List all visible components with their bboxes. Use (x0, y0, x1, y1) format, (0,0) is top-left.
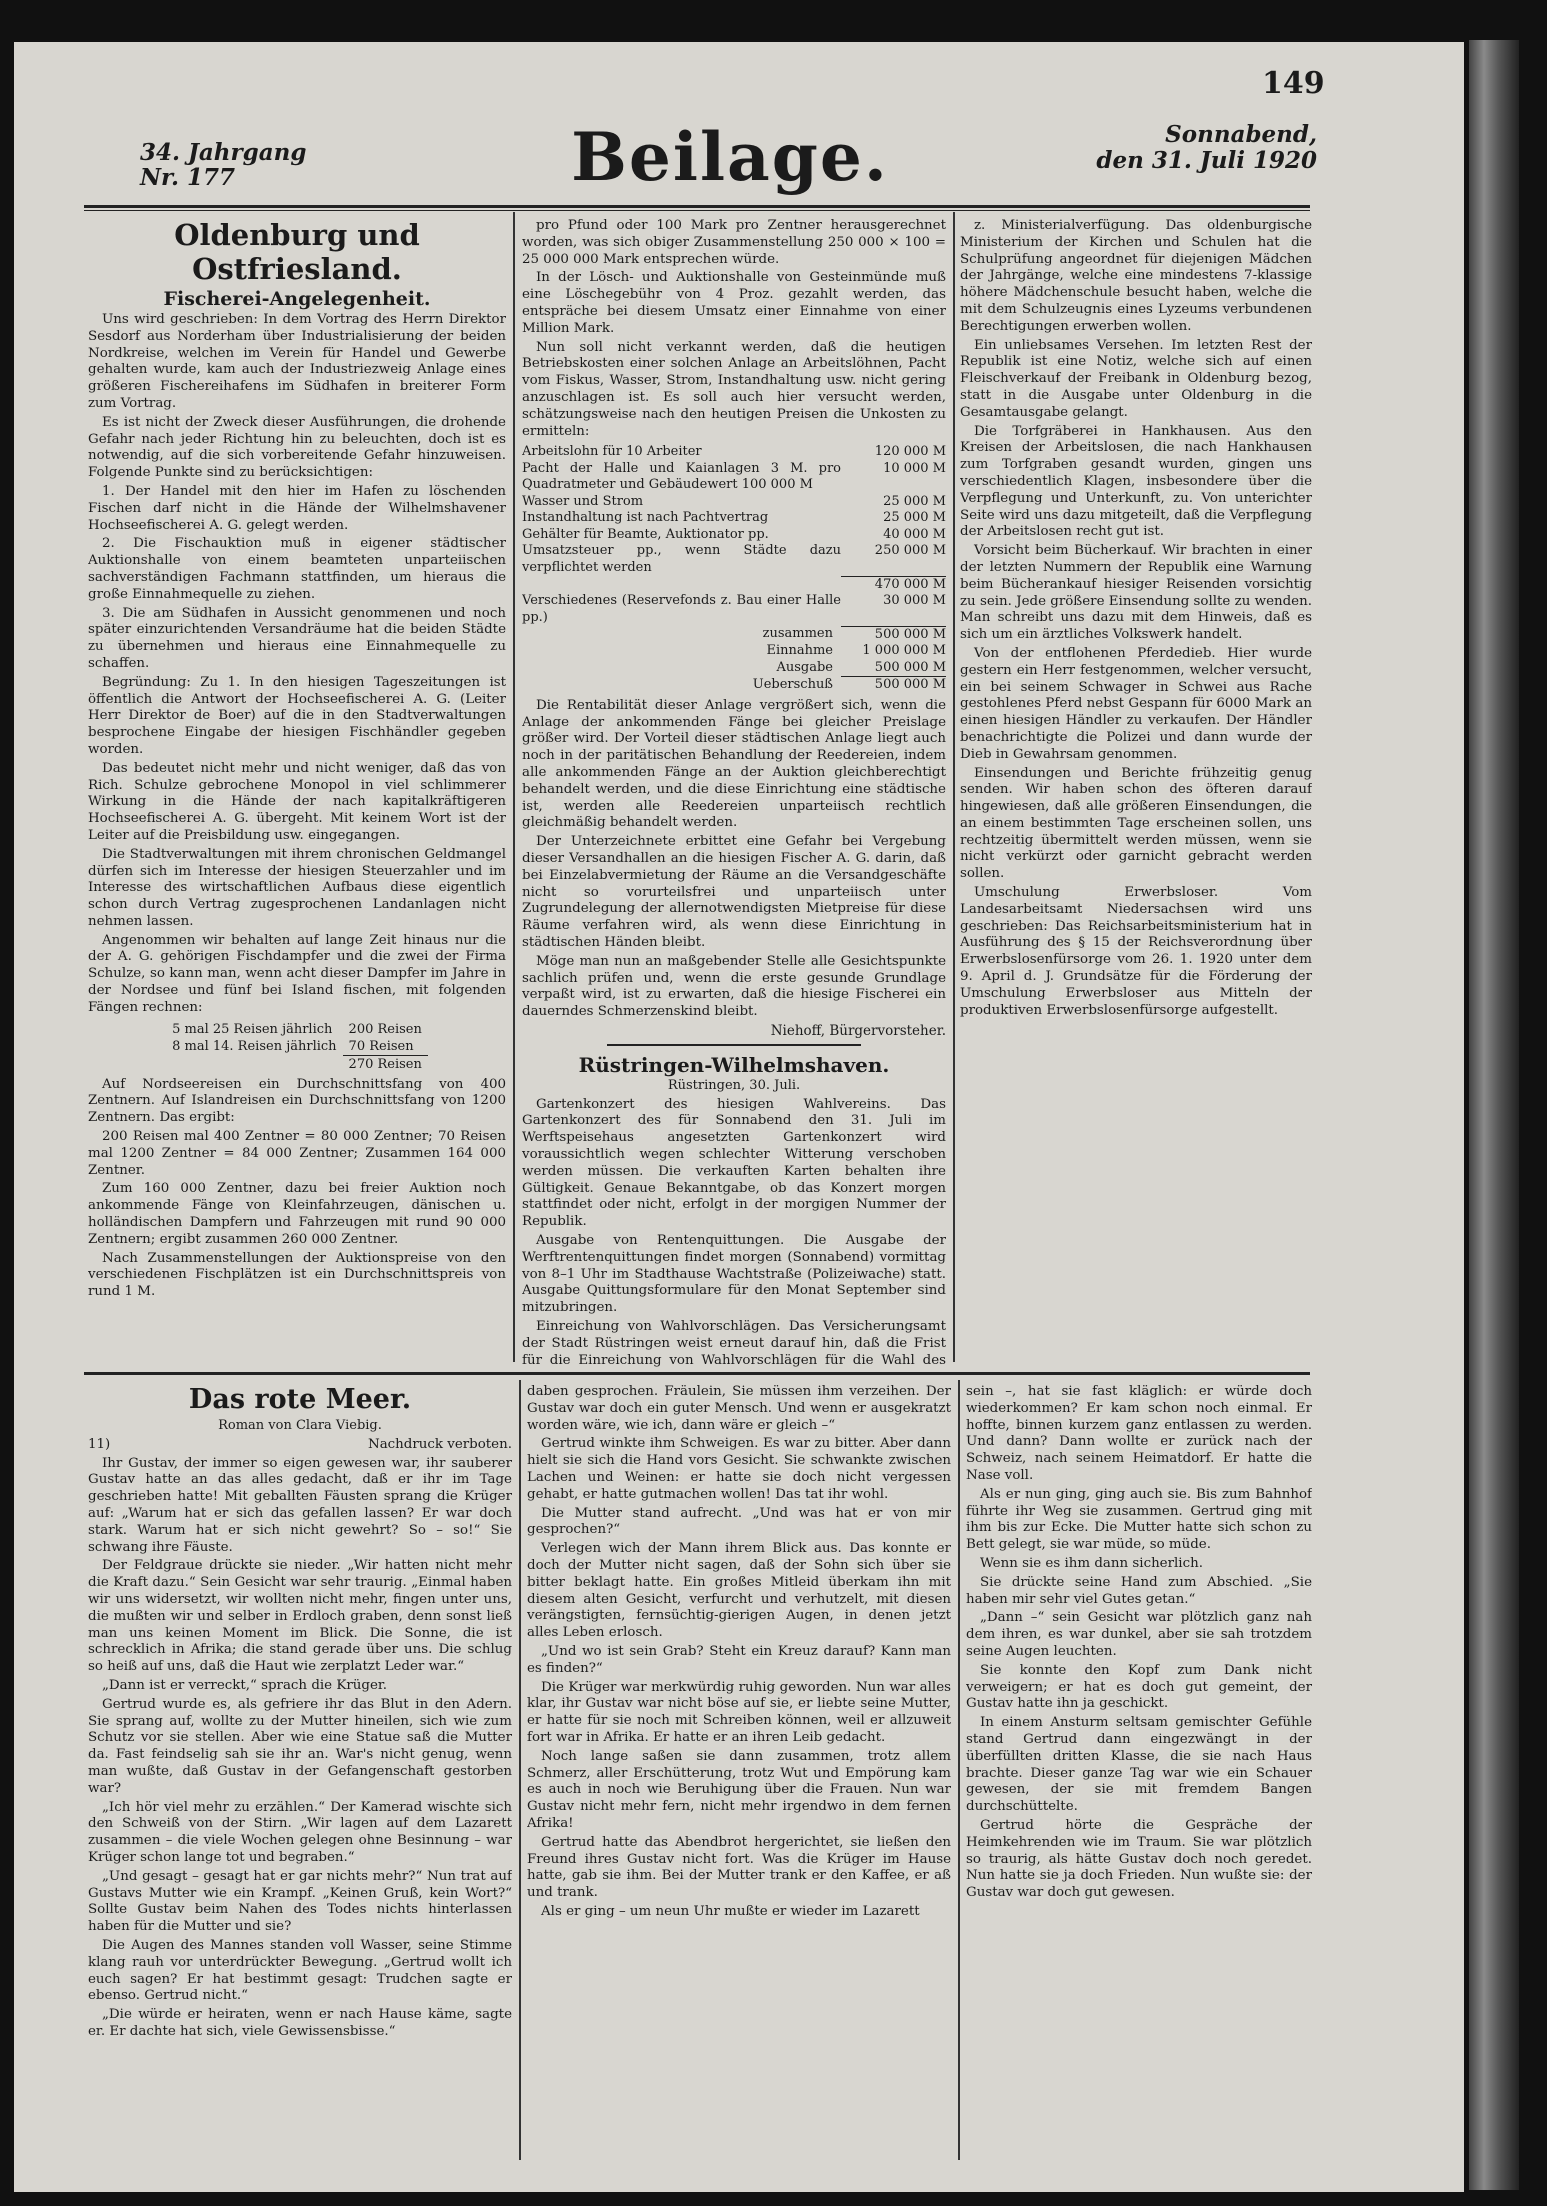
serial-column-2 (527, 1384, 951, 2154)
table-cell: 500 000 M (841, 677, 946, 694)
column-divider (958, 1380, 960, 2160)
table-row (522, 626, 946, 643)
column-divider (953, 212, 955, 1362)
section-subheading: Fischerei-Angelegenheit. (163, 288, 431, 310)
paragraph: „Und gesagt – gesagt hat er gar nichts mehr?“ Nun trat auf Gustavs Mutter wie ein Krampf. „Keinen Gruß, kein Wort?“ Sollte Gustav beim Nahen des Todes nichts hinterlassen haben für die Mutter und sie? (88, 1868, 512, 1935)
paragraph: Zum 160 000 Zentner, dazu bei freier Auktion noch ankommende Fänge von Kleinfahrzeugen, dänischen u. holländischen Dampfern und Fahrzeugen mit rund 90 000 Zentnern; ergibt zusammen 260 000 Zentner. (88, 1181, 506, 1247)
column-divider (513, 212, 515, 1362)
paragraph: Verlegen wich der Mann ihrem Blick aus. Das konnte er doch der Mutter nicht sagen, daß der Sohn sich über sie bitter beklagt hatte. Ein großes Mitleid überkam ihn mit diesem alten Gesicht, verfurcht und verhutzelt, mit diesen verängstigten, fernsüchtig-gierigen Augen, in denen jetzt alles Leben erlosch. (527, 1541, 951, 1641)
paragraph: Nach Zusammenstellungen der Auktionspreise von den verschiedenen Fischplätzen ist ein Durchschnittspreis von rund 1 M. (88, 1250, 506, 1300)
table-row (166, 1021, 428, 1038)
paragraph: Die Augen des Mannes standen voll Wasser, seine Stimme klang rauh vor unterdrückter Bewegung. „Gertrud wollt ich euch sagen? Er hat bestimmt gesagt: Trudchen sagte er ebenso. Gertrud nicht.“ (88, 1937, 512, 2004)
issue-date (1096, 122, 1317, 174)
paragraph: 2. Die Fischauktion muß in eigener städtischer Auktionshalle von einem beamteten unparteiischen sachverständigen Fachmann stattfinden, um hieraus die große Einnahmequelle zu ziehen. (88, 536, 506, 602)
paragraph: Gertrud hatte das Abendbrot hergerichtet, sie ließen den Freund ihres Gustav nicht fort. Was die Krüger im Hause hatte, gab sie ihm. Bei der Mutter trank er den Kaffee, er aß und trank. (527, 1834, 951, 1901)
table-cell: Ueberschuß (752, 676, 833, 692)
table-cell: 200 Reisen (348, 1021, 422, 1037)
paragraph: z. Ministerialverfügung. Das oldenburgische Ministerium der Kirchen und Schulen hat die Schulprüfung angeordnet für diejenigen Mädchen der Jahrgänge, welche eine mindestens 7-klassige höhere Mädchenschule besucht haben, welche die mit dem Schulzeugnis eines Lyzeums verbundenen Berechtigungen erwerben wollen. (960, 218, 1312, 334)
book-edge (1469, 40, 1519, 2190)
paragraph: Es ist nicht der Zweck dieser Ausführungen, die drohende Gefahr nach jeder Richtung hin zu beleuchten, doch ist es notwendig, auf die sich vorbereitende Gefahr hinzuweisen. Folgende Punkte sind zu berücksichtigen: (88, 414, 506, 481)
paragraph: In der Lösch- und Auktionshalle von Gesteinmünde muß eine Löschegebühr von 4 Proz. gezahlt werden, das entspräche bei diesem Umsatz einer Einnahme von einer Million Mark. (522, 270, 946, 336)
table-cell: 30 000 M (883, 593, 946, 609)
issue-line: Nr. 177 (140, 164, 236, 191)
table-cell: Gehälter für Beamte, Auktionator pp. (522, 526, 769, 542)
paragraph: Gertrud wurde es, als gefriere ihr das Blut in den Adern. Sie sprang auf, wollte zu der Mutter hineilen, sich wie zum Schutz vor sie stellen. Aber wie eine Statue saß die Mutter da. Fast feindselig sah sie ihr an. War's nicht genug, wenn man wußte, daß Gustav in der Gefangenschaft gestorben war? (88, 1696, 512, 1796)
paragraph: Von der entflohenen Pferdedieb. Hier wurde gestern ein Herr festgenommen, welcher versucht, ein bei seinem Schwager in Schwei aus Rache gestohlenes Pferd nebst Gespann für 6000 Mark an einen hiesigen Händler zu verkaufen. Der Händler benachrichtigte die Polizei und dann wurde der Dieb in Gewahrsam genommen. (960, 645, 1312, 762)
paragraph: 1. Der Handel mit den hier im Hafen zu löschenden Fischen darf nicht in die Hände der Wilhelmshavener Hochseefischerei A. G. gelegt werden. (88, 483, 506, 533)
serial-column-3 (966, 1384, 1312, 2154)
table-row (522, 444, 946, 461)
dateline: Rüstringen, 30. Juli. (667, 1077, 801, 1093)
paragraph: Gertrud hörte die Gespräche der Heimkehrenden wie im Traum. Sie war plötzlich so traurig, als hätte Gustav doch noch geredet. Nun hatte sie ja doch Frieden. Nun wußte sie: der Gustav war doch gut gewesen. (966, 1817, 1312, 1901)
table-cell: 470 000 M (841, 576, 946, 593)
paragraph: „Und wo ist sein Grab? Steht ein Kreuz darauf? Kann man es finden?“ (527, 1643, 951, 1676)
paragraph: pro Pfund oder 100 Mark pro Zentner herausgerechnet worden, was sich obiger Zusammenstellung 250 000 × 100 = 25 000 000 Mark entsprechen würde. (522, 218, 946, 267)
paragraph: „Dann ist er verreckt,“ sprach die Krüger. (102, 1677, 388, 1693)
year-line: 34. Jahrgang (140, 139, 307, 166)
paragraph: Ein unliebsames Versehen. Im letzten Rest der Republik ist eine Notiz, welche sich auf einen Fleischverkauf der Freibank in Oldenburg bezog, statt in die Ausgabe unter Oldenburg in die Gesamtausgabe gelangt. (960, 337, 1312, 420)
table-row (522, 527, 946, 544)
table-cell: 5 mal 25 Reisen jährlich (172, 1021, 333, 1037)
paragraph: Die Mutter stand aufrecht. „Und was hat er von mir gesprochen?“ (527, 1505, 951, 1538)
paragraph: 200 Reisen mal 400 Zentner = 80 000 Zentner; 70 Reisen mal 1200 Zentner = 84 000 Zentner; Zusammen 164 000 Zentner. (88, 1129, 506, 1178)
paragraph: Gertrud winkte ihm Schweigen. Es war zu bitter. Aber dann hielt sie sich die Hand vors Gesicht. Sie schwankte zwischen Lachen und Weinen: er hatte sie doch nicht vergessen gehabt, er hatte gutmachen wollen! Das tat ihr wohl. (527, 1436, 951, 1502)
paragraph: Die Rentabilität dieser Anlage vergrößert sich, wenn die Anlage der ankommenden Fänge bei gleicher Preislage größer wird. Der Vorteil dieser städtischen Anlage liegt auch noch in der paritätischen Behandlung der Reedereien, indem alle ankommenden Fänge an der Auktion gleichberechtigt behandelt werden, und die diese Einrichtung eine städtische ist, werden alle Reedereien unparteiisch rechtlich gleichmäßig behandelt werden. (522, 697, 946, 831)
paragraph: Die Torfgräberei in Hankhausen. Aus den Kreisen der Arbeitslosen, die nach Hankhausen zum Torfgraben gesandt wurden, gingen uns verschiedentlich Klagen, insbesondere über die Verpflegung und Unterkunft, zu. Von unterichter Seite wird uns dazu mitgeteilt, daß die Verpflegung der Arbeitslosen recht gut ist. (960, 423, 1312, 540)
paragraph: Als er ging – um neun Uhr mußte er wieder im Lazarett (541, 1903, 920, 1919)
table-cell: Arbeitslohn für 10 Arbeiter (522, 444, 702, 460)
table-row (522, 593, 946, 626)
serial-title: Das rote Meer. (188, 1384, 412, 1415)
serial-number: 11) (88, 1436, 111, 1452)
table-row (166, 1038, 428, 1056)
table-cell: 25 000 M (883, 510, 946, 526)
section-heading: Oldenburg und Ostfriesland. (174, 218, 420, 286)
paragraph: „Ich hör viel mehr zu erzählen.“ Der Kamerad wischte sich den Schweiß von der Stirn. „Wir lagen auf dem Lazarett zusammen – die viele Wochen gelegen ohne Besinnung – war Krüger schon lange tot und begraben.“ (88, 1799, 512, 1865)
table-cell: 270 Reisen (348, 1056, 422, 1072)
paragraph: Der Feldgraue drückte sie nieder. „Wir hatten nicht mehr die Kraft dazu.“ Sein Gesicht war sehr traurig. „Einmal haben wir uns widersetzt, wir wollten nicht mehr, fingen unter uns, die mußten wir und selber in Erdloch graben, denn sonst ließ man uns keinen Moment im Blick. Die Sonne, die ist schrecklich in Afrika; die stand gerade über uns. Die schlug so heiß auf uns, daß die Haut wie zerplatzt Leder war.“ (88, 1558, 512, 1675)
date-line: den 31. Juli 1920 (1096, 147, 1317, 174)
table-cell: 120 000 M (874, 444, 946, 460)
table-cell: 1 000 000 M (862, 643, 946, 659)
paragraph: Die Stadtverwaltungen mit ihrem chronischen Geldmangel dürfen sich im Interesse der hiesigen Steuerzahler und im Interesse des wirtschaftlichen Aufbaus diese eigentlich schon durch Vertrag zugesprochenen Landanlagen nicht nehmen lassen. (88, 846, 506, 929)
table-cell: Ausgabe (776, 659, 833, 675)
paragraph: Nun soll nicht verkannt werden, daß die heutigen Betriebskosten einer solchen Anlage an Arbeitslöhnen, Pacht vom Fiskus, Wasser, Strom, Instandhaltung usw. nicht gering anzuschlagen ist. Es soll auch hier versucht werden, schätzungsweise nach den heutigen Preisen die Unkosten zu ermitteln: (522, 339, 946, 439)
paragraph: Wenn sie es ihm dann sicherlich. (980, 1555, 1203, 1571)
reprint-notice: Nachdruck verboten. (367, 1436, 512, 1452)
page-number: 149 (1262, 66, 1325, 101)
table-cell (166, 1055, 342, 1073)
table-cell: Umsatzsteuer pp., wenn Städte dazu verpflichtet werden (522, 543, 841, 575)
table-cell: 10 000 M (883, 460, 946, 476)
masthead-title: Beilage. (571, 118, 889, 196)
paragraph: Vorsicht beim Bücherkauf. Wir brachten in einer der letzten Nummern der Republik eine Warnung beim Bücherankauf hiesiger Reisenden vorsichtig zu sein. Jede größere Einsendung sollte zu wenden. Man schreibt uns dazu mit dem Hinweis, daß es sich um ein ärztliches Volkswerk handelt. (960, 543, 1312, 643)
paragraph: Als er nun ging, ging auch sie. Bis zum Bahnhof führte ihr Weg sie zusammen. Gertrud ging mit ihm bis zur Ecke. Die Mutter hatte sich schon zu Bett gelegt, sie war müde, so müde. (966, 1486, 1312, 1553)
feuilleton-rule (84, 1372, 1310, 1375)
table-cell: Pacht der Halle und Kaianlagen 3 M. pro Quadratmeter und Gebäudewert 100 000 M (522, 460, 841, 493)
paragraph: „Die würde er heiraten, wenn er nach Hause käme, sagte er. Er dachte hat sich, viele Gewissensbisse.“ (88, 2007, 512, 2039)
cost-table (522, 444, 946, 694)
paragraph: Einreichung von Wahlvorschlägen. Das Versicherungsamt der Stadt Rüstringen weist erneut darauf hin, daß die Frist für die Einreichung von Wahlvorschlägen für die Wahl des (522, 1318, 946, 1368)
paragraph: Das bedeutet nicht mehr und nicht weniger, daß das von Rich. Schulze gebrochene Monopol in viel schlimmerer Wirkung in die Hände der nach kapitalkräftigeren Hochseefischerei A. G. übergeht. Mit keinem Wort ist der Leiter auf die Preisbildung usw. eingegangen. (88, 760, 506, 843)
table-cell: Instandhaltung ist nach Pachtvertrag (522, 510, 769, 526)
paragraph: 3. Die am Südhafen in Aussicht genommenen und noch später einzurichtenden Versandräume hat die beiden Städte zu übernehmen und hieraus eine Einnahmequelle zu schaffen. (88, 605, 506, 671)
table-row (166, 1055, 428, 1073)
header-rule-thin (84, 210, 1310, 211)
table-cell: 500 000 M (874, 659, 946, 675)
table-row (522, 543, 946, 576)
table-cell: 500 000 M (841, 626, 946, 643)
weekday: Sonnabend, (1165, 121, 1317, 148)
paragraph: In einem Ansturm seltsam gemischter Gefühle stand Gertrud dann eingezwängt in der überfüllten dritten Klasse, die sie nach Haus brachte. Dieser ganze Tag war wie ein Schauer gewesen, der sie mit fremdem Bangen durchschüttelte. (966, 1715, 1312, 1815)
table-row (522, 510, 946, 527)
paragraph: Der Unterzeichnete erbittet eine Gefahr bei Vergebung dieser Versandhallen an die hiesigen Fischer A. G. darin, daß bei Einzelabvermietung der Räume an die Versandgeschäfte nicht so vorurteilsfrei und unparteiisch unter Zugrundelegung der allernotwendigsten Mietpreise für diese Räume verfahren wird, als wenn diese Einrichtung in städtischen Händen bleibt. (522, 834, 946, 951)
paragraph: Umschulung Erwerbsloser. Vom Landesarbeitsamt Niedersachsen wird uns geschrieben: Das Reichsarbeitsministerium hat in Ausführung des § 15 der Reichsverordnung über Erwerbslosenfürsorge vom 26. 1. 1920 unter dem 9. April d. J. Grundsätze für die Förderung der Umschulung Erwerbsloser aus Mitteln der produktiven Erwerbslosenfürsorge aufgestellt. (960, 885, 1312, 1018)
section-divider (607, 1044, 861, 1046)
table-cell: 40 000 M (883, 526, 946, 542)
paragraph: Sie konnte den Kopf zum Dank nicht verweigern; er hat es doch gut gemeint, der Gustav hatte ihn ja geschickt. (966, 1662, 1312, 1712)
paragraph: Ihr Gustav, der immer so eigen gewesen war, ihr sauberer Gustav hatte an das alles gedacht, daß er ihr im Tage geschrieben hatte! Mit geballten Fäusten sprang die Krüger auf: „Warum hat er sich das gefallen lassen? Er war doch stark. Warum hat er sich nicht gewehrt? So – so!“ Sie schwang ihre Fäuste. (88, 1455, 512, 1555)
table-row (522, 677, 946, 694)
paragraph: sein –, hat sie fast kläglich: er würde doch wiederkommen? Er kam schon noch einmal. Er hoffte, binnen kurzem ganz entlassen zu werden. Und dann? Dann wollte er zurück nach der Schweiz, nach seinem Heimatdorf. Er hatte die Nase voll. (966, 1384, 1312, 1483)
section-heading: Rüstringen-Wilhelmshaven. (578, 1052, 890, 1077)
table-cell (522, 576, 841, 593)
table-row (522, 494, 946, 511)
table-cell: 70 Reisen (343, 1038, 428, 1056)
table-cell: zusammen (762, 626, 833, 642)
paragraph: Ausgabe von Rentenquittungen. Die Ausgabe der Werftrentenquittungen findet morgen (Sonnabend) vormittag von 8–1 Uhr im Stadthause Wachtstraße (Polizeiwache) statt. Ausgabe Quittungsformulare für den Monat September sind mitzubringen. (522, 1232, 946, 1316)
table-cell: Verschiedenes (Reservefonds z. Bau einer Halle pp.) (522, 593, 841, 625)
serial-byline: Roman von Clara Viebig. (218, 1418, 382, 1433)
paragraph: Noch lange saßen sie dann zusammen, trotz allem Schmerz, aller Erschütterung, trotz Wut und Empörung kam es auch in noch wie Beruhigung über die Frauen. Nun war Gustav nicht mehr fern, nicht mehr irgendwo in dem fernen Afrika! (527, 1748, 951, 1831)
serial-column-1 (88, 1384, 512, 2154)
table-row (522, 660, 946, 677)
paragraph: „Dann –“ sein Gesicht war plötzlich ganz nah dem ihren, es war dunkel, aber sie sah trotzdem seine Augen leuchten. (966, 1610, 1312, 1659)
serial-notice (88, 1437, 512, 1454)
volume-info (140, 140, 306, 190)
paragraph: Uns wird geschrieben: In dem Vortrag des Herrn Direktor Sesdorf aus Norderham über Industrialisierung der beiden Nordkreise, welchen im Verein für Handel und Gewerbe gehalten wurde, kam auch der Industriezweig Anlage eines größeren Fischereihafens im Südhafen in breiterer Form zum Vortrag. (88, 312, 506, 411)
table-cell: 8 mal 14. Reisen jährlich (172, 1038, 337, 1054)
table-cell: Wasser und Strom (522, 493, 644, 509)
paragraph: Auf Nordseereisen ein Durchschnittsfang von 400 Zentnern. Auf Islandreisen ein Durchschnittsfang von 1200 Zentnern. Das ergibt: (88, 1076, 506, 1126)
header-rule (84, 205, 1310, 208)
paragraph: Begründung: Zu 1. In den hiesigen Tageszeitungen ist öffentlich die Antwort der Hochseefischerei A. G. (Leiter Herr Direktor de Boer) auf die in den Stadtverwaltungen besprochene Eingabe der hiesigen Fischhändler gegeben worden. (88, 674, 506, 757)
paragraph: Einsendungen und Berichte frühzeitig genug senden. Wir haben schon des öfteren darauf hingewiesen, daß alle größeren Einsendungen, die an einem bestimmten Tage erscheinen sollen, uns rechtzeitig übermittelt werden müssen, wenn sie nicht verkürzt oder garnicht gebracht werden sollen. (960, 765, 1312, 882)
table-row (522, 461, 946, 494)
table-row (522, 576, 946, 593)
paragraph: Angenommen wir behalten auf lange Zeit hinaus nur die der A. G. gehörigen Fischdampfer und die zwei der Firma Schulze, so kann man, wenn acht dieser Dampfer im Jahre in der Nordsee und fünf bei Island fischen, mit folgenden Fängen rechnen: (88, 932, 506, 1015)
table-cell: 250 000 M (874, 543, 946, 559)
middle-column (522, 218, 946, 1368)
table-cell: 25 000 M (883, 493, 946, 509)
oldenburg-column (88, 218, 506, 1368)
paragraph: Möge man nun an maßgebender Stelle alle Gesichtspunkte sachlich prüfen und, wenn die erste gesunde Grundlage verpaßt wird, ist zu erwarten, daß die hiesige Fischerei ein dauerndes Schmerzenskind bleibt. (522, 953, 946, 1020)
column-divider (519, 1380, 521, 2160)
paragraph: daben gesprochen. Fräulein, Sie müssen ihm verzeihen. Der Gustav war doch ein guter Mensch. Und wenn er ausgekratzt worden wäre, wie ich, dann wäre er gleich –“ (527, 1384, 951, 1433)
paragraph: Sie drückte seine Hand zum Abschied. „Sie haben mir sehr viel Gutes getan.“ (966, 1574, 1312, 1607)
catch-table (166, 1021, 428, 1073)
table-cell: Einnahme (766, 643, 833, 659)
table-row (522, 643, 946, 660)
paragraph: Die Krüger war merkwürdig ruhig geworden. Nun war alles klar, ihr Gustav war nicht böse auf sie, er liebte seine Mutter, er hatte für sie noch mit Schreiben können, weil er allzuweit fort war in Afrika. Er hatte er an ihren Leib gedacht. (527, 1679, 951, 1745)
signature: Niehoff, Bürgervorsteher. (770, 1023, 946, 1039)
local-news-column (960, 218, 1312, 1368)
paragraph: Gartenkonzert des hiesigen Wahlvereins. Das Gartenkonzert des für Sonnabend den 31. Juli im Werftspeisehaus angesetzten Gartenkonzert wird voraussichtlich wegen schlechter Witterung verschoben werden müssen. Die verkauften Karten behalten ihre Gültigkeit. Genaue Bekanntgabe, ob das Konzert morgen stattfindet oder nicht, erfolgt in der morgigen Nummer der Republik. (522, 1096, 946, 1230)
